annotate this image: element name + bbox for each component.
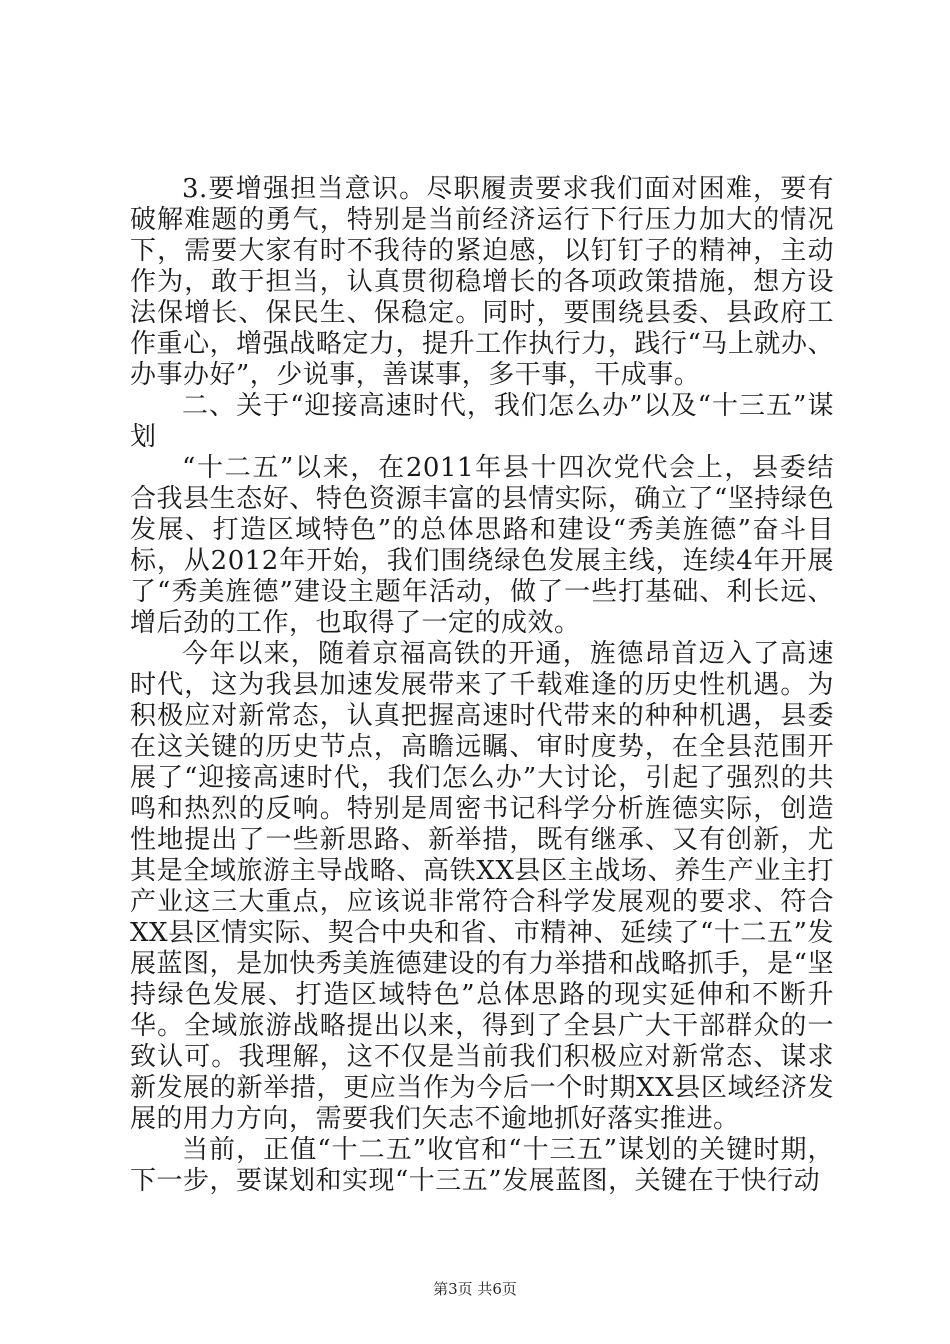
paragraph-twelfth-plan: “十二五”以来，在2011年县十四次党代会上，县委结合我县生态好、特色资源丰富的县情实际，确立了“坚持绿色发展、打造区域特色”的总体思路和建设“秀美旌德”奋斗目标，从2012年开始，我们围绕绿色发展主线，连续4年开展了“秀美旌德”建设主题年活动，做了一些打基础、利长远、增后劲的工作，也取得了一定的成效。 — [130, 453, 834, 638]
paragraph-thirteenth-plan: 当前，正值“十二五”收官和“十三五”谋划的关键时期，下一步，要谋划和实现“十三五”发展蓝图，关键在于快行动 — [130, 1135, 834, 1196]
section-heading-two: 二、关于“迎接高速时代，我们怎么办”以及“十三五”谋划 — [130, 391, 834, 452]
body-text — [130, 174, 834, 1197]
paragraph-high-speed-era: 今年以来，随着京福高铁的开通，旌德昂首迈入了高速时代，这为我县加速发展带来了千载难逢的历史性机遇。为积极应对新常态，认真把握高速时代带来的种种机遇，县委在这关键的历史节点，高瞻远瞩、审时度势，在全县范围开展了“迎接高速时代，我们怎么办”大讨论，引起了强烈的共鸣和热烈的反响。特别是周密书记科学分析旌德实际，创造性地提出了一些新思路、新举措，既有继承、又有创新，尤其是全域旅游主导战略、高铁XX县区主战场、养生产业主打产业这三大重点，应该说非常符合科学发展观的要求、符合XX县区情实际、契合中央和省、市精神、延续了“十二五”发展蓝图，是加快秀美旌德建设的有力举措和战略抓手，是“坚持绿色发展、打造区域特色”总体思路的现实延伸和不断升华。全域旅游战略提出以来，得到了全县广大干部群众的一致认可。我理解，这不仅是当前我们积极应对新常态、谋求新发展的新举措，更应当作为今后一个时期XX县区域经济发展的用力方向，需要我们矢志不逾地抓好落实推进。 — [130, 639, 834, 1134]
paragraph-responsibility: 3.要增强担当意识。尽职履责要求我们面对困难，要有破解难题的勇气，特别是当前经济运行下行压力加大的情况下，需要大家有时不我待的紧迫感，以钉钉子的精神，主动作为，敢于担当，认真贯彻稳增长的各项政策措施，想方设法保增长、保民生、保稳定。同时，要围绕县委、县政府工作重心，增强战略定力，提升工作执行力，践行“马上就办、办事办好”，少说事，善谋事，多干事，干成事。 — [130, 174, 834, 390]
page-number-footer: 第3页 共6页 — [433, 1280, 517, 1298]
